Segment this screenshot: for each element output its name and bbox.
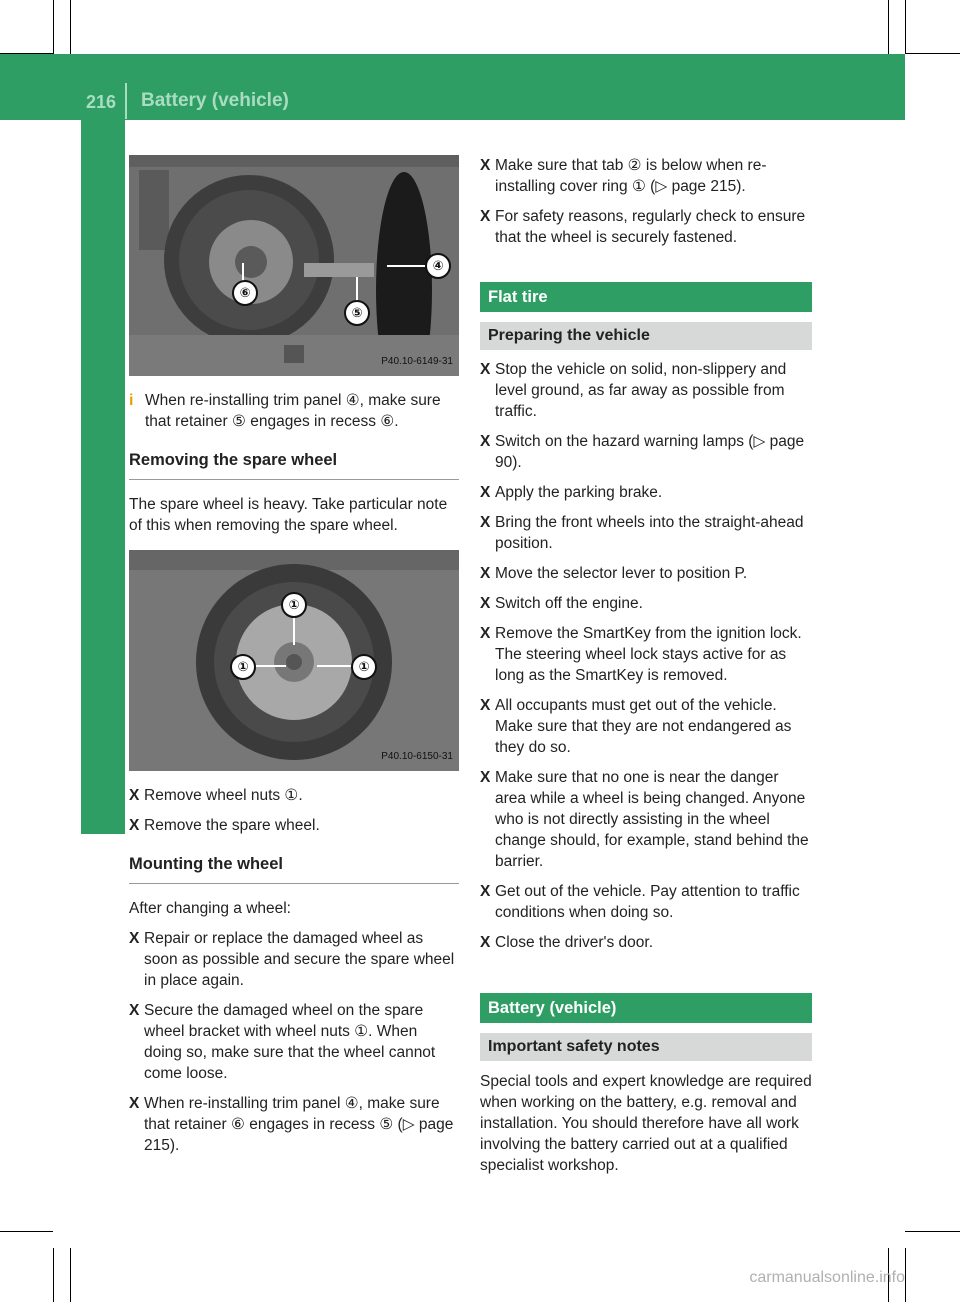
list-item (480, 932, 812, 953)
step-bullet: X (480, 565, 491, 582)
list-item (480, 767, 812, 872)
list-item (129, 1000, 459, 1084)
step-text: Close the driver's door. (495, 934, 654, 951)
battery-section: Battery (vehicle) (480, 993, 812, 1023)
list-item (129, 928, 459, 991)
list-item (480, 623, 812, 686)
spare-wheel-nuts-illustration (129, 550, 459, 771)
step-bullet: X (480, 208, 491, 225)
callout-4: ④ (425, 253, 451, 279)
list-item (129, 785, 459, 806)
page-title: Battery (vehicle) (141, 90, 289, 111)
list-item (129, 1093, 459, 1156)
list-item (480, 206, 812, 248)
step-text: Remove the SmartKey from the ignition lock. The steering wheel lock stays active for as long as the SmartKey is removed. (495, 625, 802, 684)
callout-leader (317, 665, 351, 667)
crop-mark (53, 0, 54, 54)
crop-mark (905, 1248, 906, 1302)
list-item (480, 512, 812, 554)
figure-code: P40.10-6149-31 (381, 356, 453, 367)
figure-code: P40.10-6150-31 (381, 751, 453, 762)
step-text: Make sure that tab ② is below when re-installing cover ring ① (▷ page 215). (495, 157, 767, 195)
side-tab-label: Roadside Assistance (91, 534, 115, 746)
flat-tire-section: Flat tire (480, 282, 812, 312)
step-bullet: X (480, 157, 491, 174)
callout-6: ⑥ (232, 280, 258, 306)
step-text: For safety reasons, regularly check to ensure that the wheel is securely fastened. (495, 208, 806, 246)
callout-1: ① (351, 654, 377, 680)
info-icon: i (129, 392, 134, 409)
step-bullet: X (480, 361, 491, 378)
safety-notes-subsection: Important safety notes (480, 1033, 812, 1061)
watermark: carmanualsonline.info (749, 1269, 905, 1286)
callout-5: ⑤ (344, 300, 370, 326)
crop-mark (0, 1231, 53, 1232)
step-text: Switch off the engine. (495, 595, 643, 612)
list-item (480, 359, 812, 422)
crop-mark (905, 1231, 960, 1232)
step-text: Bring the front wheels into the straight-ahead position. (495, 514, 804, 552)
list-item (480, 695, 812, 758)
list-item (129, 815, 459, 836)
step-text: Get out of the vehicle. Pay attention to traffic conditions when doing so. (495, 883, 800, 921)
header-divider (125, 83, 127, 119)
step-text: Move the selector lever to position P. (495, 565, 748, 582)
callout-1: ① (230, 654, 256, 680)
step-text: Remove the spare wheel. (144, 817, 320, 834)
left-column (129, 155, 459, 1156)
step-bullet: X (480, 433, 491, 450)
step-bullet: X (480, 625, 491, 642)
list-item (480, 431, 812, 473)
step-bullet: X (129, 1095, 140, 1112)
step-bullet: X (480, 934, 491, 951)
header-bar (0, 54, 905, 120)
crop-mark (70, 1248, 71, 1302)
list-item (480, 563, 812, 584)
crop-mark (53, 1248, 54, 1302)
step-text: Remove wheel nuts ①. (144, 787, 303, 804)
spare-wheel-nuts-photo (129, 550, 459, 771)
step-bullet: X (480, 595, 491, 612)
list-item (480, 482, 812, 503)
step-bullet: X (480, 697, 491, 714)
step-text: Repair or replace the damaged wheel as soon as possible and secure the spare wheel in place again. (144, 930, 455, 989)
step-text: Stop the vehicle on solid, non-slippery and level ground, as far away as possible from traffic. (495, 361, 787, 420)
removing-intro: The spare wheel is heavy. Take particular note of this when removing the spare wheel. (129, 496, 448, 534)
info-note (129, 390, 459, 432)
right-column (480, 155, 812, 1176)
crop-mark (70, 0, 71, 54)
mounting-heading: Mounting the wheel (129, 854, 459, 884)
step-bullet: X (129, 1002, 140, 1019)
callout-leader (254, 665, 286, 667)
step-text: When re-installing trim panel ④, make sure that retainer ⑥ engages in recess ⑤ (▷ page 215). (144, 1095, 454, 1154)
step-text: Apply the parking brake. (495, 484, 663, 501)
crop-mark (905, 0, 906, 54)
list-item (480, 593, 812, 614)
step-bullet: X (480, 883, 491, 900)
removing-heading: Removing the spare wheel (129, 450, 459, 480)
step-text: Make sure that no one is near the danger area while a wheel is being changed. Anyone who is not directly assisting in the wheel change should, for example, stand behind the barrier. (495, 769, 809, 870)
callout-1: ① (281, 592, 307, 618)
info-note-text: When re-installing trim panel ④, make sure that retainer ⑤ engages in recess ⑥. (145, 392, 441, 430)
crop-mark (888, 0, 889, 54)
step-text: Secure the damaged wheel on the spare wheel bracket with wheel nuts ①. When doing so, make sure that the wheel cannot come loose. (144, 1002, 436, 1082)
callout-leader (387, 265, 427, 267)
step-bullet: X (480, 769, 491, 786)
step-text: Switch on the hazard warning lamps (▷ page 90). (495, 433, 805, 471)
list-item (480, 881, 812, 923)
side-tab-block (81, 750, 125, 834)
step-bullet: X (480, 514, 491, 531)
step-bullet: X (129, 930, 140, 947)
step-bullet: X (129, 817, 140, 834)
preparing-vehicle-subsection: Preparing the vehicle (480, 322, 812, 350)
list-item (480, 155, 812, 197)
step-text: All occupants must get out of the vehicle. Make sure that they are not endangered as they do so. (495, 697, 792, 756)
battery-text: Special tools and expert knowledge are required when working on the battery, e.g. removal and installation. You should therefore have all work involving the battery carried out at a qualified specialist workshop. (480, 1073, 812, 1174)
callout-leader (356, 277, 358, 302)
page-number: 216 (86, 92, 117, 112)
crop-mark (905, 53, 960, 54)
mounting-intro: After changing a wheel: (129, 900, 291, 917)
callout-leader (293, 615, 295, 645)
step-bullet: X (129, 787, 140, 804)
spare-wheel-trim-photo (129, 155, 459, 376)
step-bullet: X (480, 484, 491, 501)
